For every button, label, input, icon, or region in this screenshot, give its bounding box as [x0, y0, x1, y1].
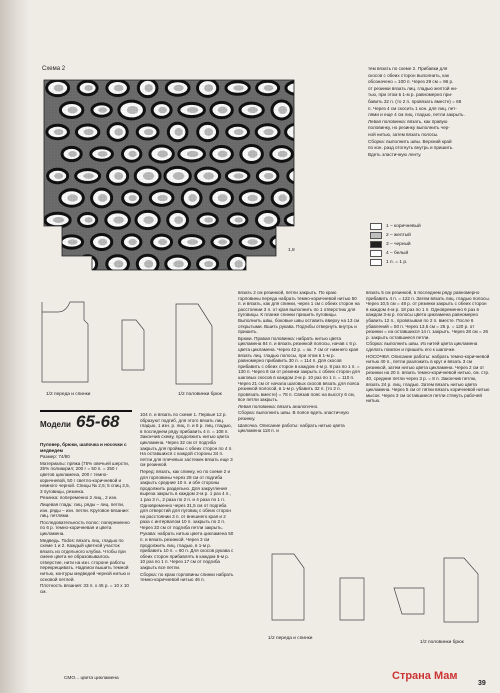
col3-paragraph: Сборка: выполнить швы. В поясе вдеть эластичную резинку. [238, 410, 349, 422]
col2-paragraph: 104 п. и вязать по схеме 1. Первые 12 р. образуют подгиб, для этого вязать лиц. гладью, 1 изн. р. лиц. п. и 6 р. лиц. гладью, в последнем ряду прибавить 4 п. = 108 п. Закончив схему, продолжить нитью цвета цикламена. Через 32 см от подгиба закрыть для проймы с обеих сторон по 4 п. На оставшихся с каждой стороны 34 п. петли для плечевых застежек вязать еще 3 см резинкой. [140, 412, 233, 468]
legend [370, 222, 480, 267]
right-top-paragraph: Вдеть эластичную ленту. [368, 151, 422, 157]
legend-row [370, 240, 480, 249]
caption-trousers: 1/2 половинки брюк [178, 392, 222, 397]
col2-paragraph: Рукава: набрать нитью цвета цикламена 50 п. и вязать резинкой. Через 3 см продолжить лиц. гладью, в 1-м р. прибавить 10 п. = 60 п. Для скосов рукава с обеих сторон прибавлять в каждом 6-м р. 10 раз по 1 п. Через 17 см от подгиба закрыть все петли. [140, 531, 234, 571]
col2-paragraph: Сборка: по краю горловины спинки набрать темно-коричневой нитью 46 п. [140, 571, 234, 583]
text-column-2 [140, 412, 234, 682]
col1-paragraph: Размер: 74/80 [40, 454, 70, 460]
legend-label: 1 п. = 1 р. [386, 260, 408, 265]
caption-front-back-2: 1/2 переда и спинки [268, 636, 313, 641]
col3-paragraph: Брюки. Правая половинка: набрать нитью цвета цикламена 84 п. и вязать резинкой полосы, начав с 6 р. цвета цикламена. Через 42 р. = ок. 7 см от нижнего края вязать лиц. гладью полосы, при этом в 1-м р. равномерно прибавить 30 п. = 114 п. Для скосов прибавить с обеих сторон в каждом 4-м р. 8 раз по 1 п. = 130 п. Через 8 см от резинки закрыть с обеих сторон для шаговых скосов в каждом 2-м р. 10 раз по 1 п. = 110 п. Через 21 см от начала шаговых скосов вязать для пояса резинкой полосой, в 1-м р. убавить 32 п. (то 2 п. провязать вместе) = 78 п. Связав пояс на высоту 6 см, все петли закрыть. [238, 335, 360, 403]
right-top-paragraph: Сборка: выполнить швы. Верхний край [368, 138, 452, 144]
leopard-chart [40, 76, 298, 271]
col2-paragraph: Перед: вязать, как спинку, но по схеме 2 и для горловины через 28 см от подгиба закрыть средние 10 п. и обе стороны продолжить раздельно. Для закругления выреза закрыть в каждом 2-м р. 1 раз 4 п., 1 раз 3 п., 2 раза по 2 п. и 4 раза по 1 п. Одновременно через 31,5 см от подгиба для отверстий для пуговиц с обеих сторон на расстоянии 3 п. от внешнего края и 2 раза с интервалом 10 п. закрыть по 2 п. Через 33 см от подгиба петли закрыть. [140, 468, 231, 530]
legend-swatch [370, 223, 382, 230]
schematic-front-back [36, 290, 246, 400]
text-column-right-top [368, 66, 490, 186]
caption-trousers-2: 1/2 половинки брюк [420, 640, 464, 645]
right-top-paragraph: тем вязать по схеме 2. Прибавки для [368, 66, 448, 71]
text-column-1 [40, 442, 132, 672]
legend-row [370, 249, 480, 258]
model-header [40, 410, 132, 440]
col4-paragraph: Сборка: выполнить швы. Из нитей цвета цикламена сделать помпон и пришить его к шапочке. [366, 341, 478, 352]
right-top-paragraph: бавить 32 п. (то 2 п. провязать вместе) = 68 [368, 98, 462, 104]
truncated-bottom-text: СМО... цвета цикламена [64, 676, 119, 681]
model-number: 65-68 [76, 412, 120, 431]
legend-label: 2 – желтый [386, 233, 411, 238]
col1-paragraph: Медведь. Todos: вязать лиц. гладью по схеме 1 и 2. Каждый цветной участок вязать из отдельного клубка. Чтобы при смене цвета не образовывалось отверстие, нити на изн. стороне работы перекрещивать. Надписи вышить темной нитью, контуры медведей черной нитью и основой петлей. [40, 537, 130, 582]
page-number: 39 [478, 680, 486, 687]
right-top-paragraph: ной нитью, затем вязать полосы. [368, 131, 439, 137]
col1-paragraph: Пуловер, брюки, шапочка и носочки с медведем [40, 442, 127, 453]
col3-paragraph: Шапочка. Описание работы: набрать нитью цвета цикламена 118 п. и [238, 422, 345, 434]
col3-paragraph: Левая половинка: вязать аналогично. [238, 403, 319, 409]
watermark-b: Мам [434, 670, 458, 682]
caption-front-back: 1/2 переда и спинки [46, 392, 91, 397]
text-column-3 [238, 290, 360, 550]
col1-paragraph: Последовательность полос: попеременно по 6 р. темно-коричневая и цвета цикламена. [40, 519, 130, 536]
legend-swatch [370, 232, 382, 239]
col4-paragraph: вязать 5 см резинкой, в последнем ряду равномерно прибавить 4 п. = 122 п. Затем вязать лиц. гладью полосы. Через 10,5 см = 48 р. от резинки закрыть с обеих сторон в каждом 4-м р. 18 раз по 1 п. Одновременно 6 раз в каждом 3-м р. полосы цвета цикламена равномерно убавить 12 п., провязывая по 2 п. вместе. После 6 убавлений = 50 п. Через 13,5 см = 25 р. = 120 р. от резинки = на оставшихся 14 п. закрыть. Через 28 см = 26 р. закрыть оставшиеся петли. [366, 290, 490, 340]
knitting-grid [40, 76, 298, 271]
col1-paragraph: Плотность вязания: 33 п. x 45 р. = 10 x 10 см. [40, 583, 129, 594]
right-top-paragraph: Левая половинка: вязать, как правую [368, 118, 448, 124]
right-top-paragraph: скосов с обеих сторон выполнить, как [368, 72, 449, 78]
right-top-paragraph: тью, при этом в 1-м р. равномерно при- [368, 92, 453, 98]
chart-tick-right: 1,8 [288, 248, 295, 253]
watermark [392, 670, 458, 682]
legend-swatch [370, 250, 382, 257]
legend-swatch [370, 259, 382, 266]
right-top-paragraph: от резинки вязать лиц. гладью желтой ни- [368, 85, 458, 91]
legend-row [370, 258, 480, 267]
col1-paragraph: Резинка: попеременно 2 лиц., 2 изн. [40, 495, 118, 501]
col3-paragraph: вязать 2 см резинкой, петли закрыть. По краю горловины переда набрать темно-коричневой нитью 50 п. и вязать, как для спинки, через 1 см с обеих сторон на расстоянии 3 п. от края выполнить по 1 отверстию для пуговицы. К планке спинки пришить пуговицы. Выполнить швы, боковые швы оставить вверху на 13 см открытыми. Вшить рукава. Подгибы отвернуть внутрь и пришить. [238, 290, 360, 335]
watermark-a: Страна [392, 670, 434, 682]
col1-paragraph: Лицевая гладь: лиц. ряды – лиц. петли, изн. ряды – изн. петли. Круговое вязание: лиц. петлями. [40, 501, 130, 519]
text-column-4 [366, 290, 490, 540]
legend-label: 3 – черный [386, 242, 411, 247]
legend-label: 4 – белый [386, 251, 409, 256]
legend-swatch [370, 241, 382, 248]
right-top-paragraph: по кон. разд отогнуть внутрь и пришить. [368, 145, 454, 151]
schematic-bottom [264, 548, 494, 638]
right-top-paragraph: половинку, но резинку выполнить чер- [368, 125, 450, 131]
model-label: Модели [40, 420, 71, 429]
right-top-paragraph: п. Через 4 см скосить 1 кон. для лиц. пет- [368, 105, 457, 111]
right-top-paragraph: обозначено = 100 п. Через 29 см = 96 р. [368, 79, 454, 85]
col4-paragraph: НОСОЧКИ. Описание работы: набрать темно-коричневой нитью 40 п., петли разложить в круг и вязать 3 см резинкой, затем нитью цвета цикламена. Через 2 см от резинки на 20 п. вязать темно-коричневой нитью, см. стр. 40, средние петли через 3 р. = 8 п. Закончив петлю, вязать 24 р. лиц. гладью. Затем вязать нитью цвета цикламена. Через 5 см от пятки вязать коричневой нитью мысок. Через 3 см оставшиеся петли стянуть рабочей нитью. [366, 353, 490, 404]
right-top-paragraph: лями и еще 4 см лиц. гладью, петли закрыть. [368, 112, 465, 118]
page-fold-shadow [0, 0, 30, 693]
legend-row [370, 222, 480, 231]
col1-paragraph: Материалы: пряжа (75% овечьей шерсти, 25% полиакрил; 200 г = 50 п. = 250 г цветов цикламена, 200 г темно-коричневой, 50 г светло-коричневой и немного черной. Спицы № 2,5; 5 спиц 2,5, 3 пуговицы, резинка. [40, 460, 130, 494]
legend-label: 1 – коричневый [386, 224, 421, 229]
legend-row [370, 231, 480, 240]
schema-label: Схема 2 [42, 66, 66, 72]
